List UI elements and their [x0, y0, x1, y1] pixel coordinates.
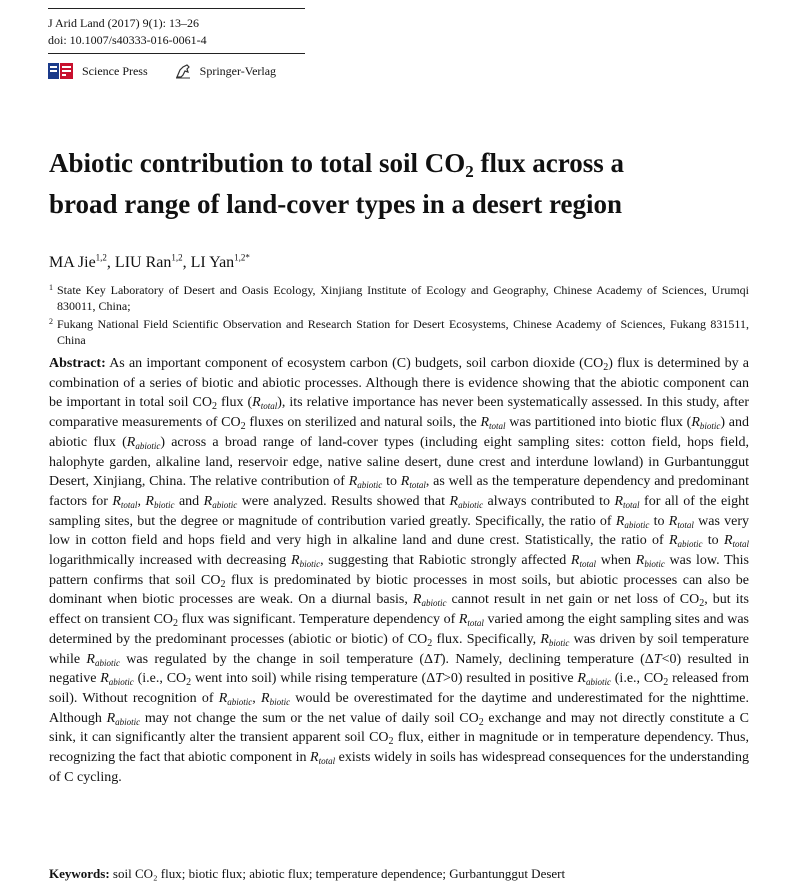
science-press-icon — [48, 62, 74, 80]
springer-horse-icon — [174, 62, 192, 80]
top-rule — [48, 8, 305, 9]
keywords-label: Keywords: — [49, 866, 110, 881]
title-line-2: broad range of land-cover types in a desert region — [49, 189, 622, 219]
author-name: LI Yan — [190, 254, 235, 271]
author-name: MA Jie — [49, 254, 96, 271]
journal-citation: J Arid Land (2017) 9(1): 13–26 — [48, 16, 199, 30]
science-press-label: Science Press — [82, 63, 148, 78]
author-list: MA Jie$^{1,2}$, LIU Ran$^{1,2}$, LI Yan$^{1,2*}$ — [49, 252, 250, 271]
journal-doi: doi: 10.1007/s40333-016-0061-4 — [48, 33, 207, 47]
springer-label: Springer-Verlag — [199, 63, 277, 78]
keywords-text: soil CO₂ flux; biotic flux; abiotic flux; temperature dependence; Gurbantunggut Desert — [112, 866, 566, 881]
journal-info — [48, 8, 305, 54]
publisher-logos — [48, 62, 302, 80]
affiliation-2: 2 Fukang National Field Scientific Observation and Research Station for Desert Ecosystems, Chinese Academy of Sciences, Fukang 831511, China — [49, 317, 749, 347]
abstract: Abstract: As an important component of ecosystem carbon (C) budgets, soil carbon dioxide $(CO_2)$ flux is determined by a combination of a series of biotic and abiotic processes. Although there is evidence showing that the abiotic component can be important in total soil $CO_2$ flux $(R_{total})$, its relative importance has never been systematically assessed. In this study, after comparative measurements of $CO_2$ fluxes on sterilized and natural soils, the $R_{total}$ was partitioned into biotic flux $(R_{biotic})$ and abiotic flux $(R_{abiotic})$ across a broad range of land-cover types (including eight sampling sites: cotton field, hops field, halophyte garden, alkaline land, reservoir edge, native saline desert, dune crest and interdune lowland) in Gurbantunggut Desert, Xinjiang, China. The relative contribution of $R_{abiotic}$ to $R_{total}$, as well as the temperature dependency and predominant factors for $R_{total}$, $R_{biotic}$ and $R_{abiotic}$ were analyzed. Results showed that $R_{abiotic}$ always contributed to $R_{total}$ for all of the eight sampling sites, but the degree or magnitude of contribution varied greatly. Specifically, the ratio of $R_{abiotic}$ to $R_{total}$ was very low in cotton field and hops field and very high in alkaline land and dune crest. Statistically, the ratio of $R_{abiotic}$ to $R_{total}$ logarithmically increased with decreasing $R_{biotic}$, suggesting that Rabiotic strongly affected $R_{total}$ when $R_{biotic}$ was low. This pattern confirms that soil $CO_2$ flux is predominated by biotic processes in most soils, but abiotic processes can also be dominant when biotic processes are weak. On a diurnal basis, $R_{abiotic}$ cannot result in net gain or net loss of $CO_2$, but its effect on transient $CO_2$ flux was significant. Temperature dependency of $R_{total}$ varied among the eight sampling sites and was determined by the predominant processes (abiotic or biotic) of $CO_2$ flux. Specifically, $R_{biotic}$ was driven by soil temperature while $R_{abiotic}$ was regulated by the change in soil temperature (ΔT). Namely, declining temperature (ΔT<0) resulted in negative $R_{abiotic}$ (i.e., $CO_2$ went into soil) while rising temperature (ΔT>0) resulted in positive $R_{abiotic}$ (i.e., $CO_2$ released from soil). Without recognition of $R_{abiotic}$, $R_{biotic}$ would be overestimated for the daytime and underestimated for the nighttime. Although $R_{abiotic}$ may not change the sum or the net value of daily soil $CO_2$ exchange and may not directly constitute a C sink, it can significantly alter the transient apparent soil $CO_2$ flux, either in magnitude or in temperature dependency. Thus, recognizing the fact that abiotic component in $R_{total}$ exists widely in soils has widespread consequences for the understanding of C cycling. — [49, 356, 750, 785]
author-name: LIU Ran — [114, 254, 172, 271]
paper-title — [49, 143, 749, 225]
bottom-rule — [48, 53, 305, 54]
title-line-1: Abiotic contribution to total soil CO2 flux across a — [49, 148, 625, 181]
abstract-label: Abstract: — [49, 356, 106, 371]
science-press-logo — [48, 62, 148, 80]
affiliation-1: 1 State Key Laboratory of Desert and Oasis Ecology, Xinjiang Institute of Ecology and Geography, Chinese Academy of Sciences, Urumqi 830011, China; — [49, 283, 749, 313]
springer-logo — [174, 62, 276, 80]
affiliations — [49, 282, 749, 350]
keywords — [49, 866, 749, 882]
